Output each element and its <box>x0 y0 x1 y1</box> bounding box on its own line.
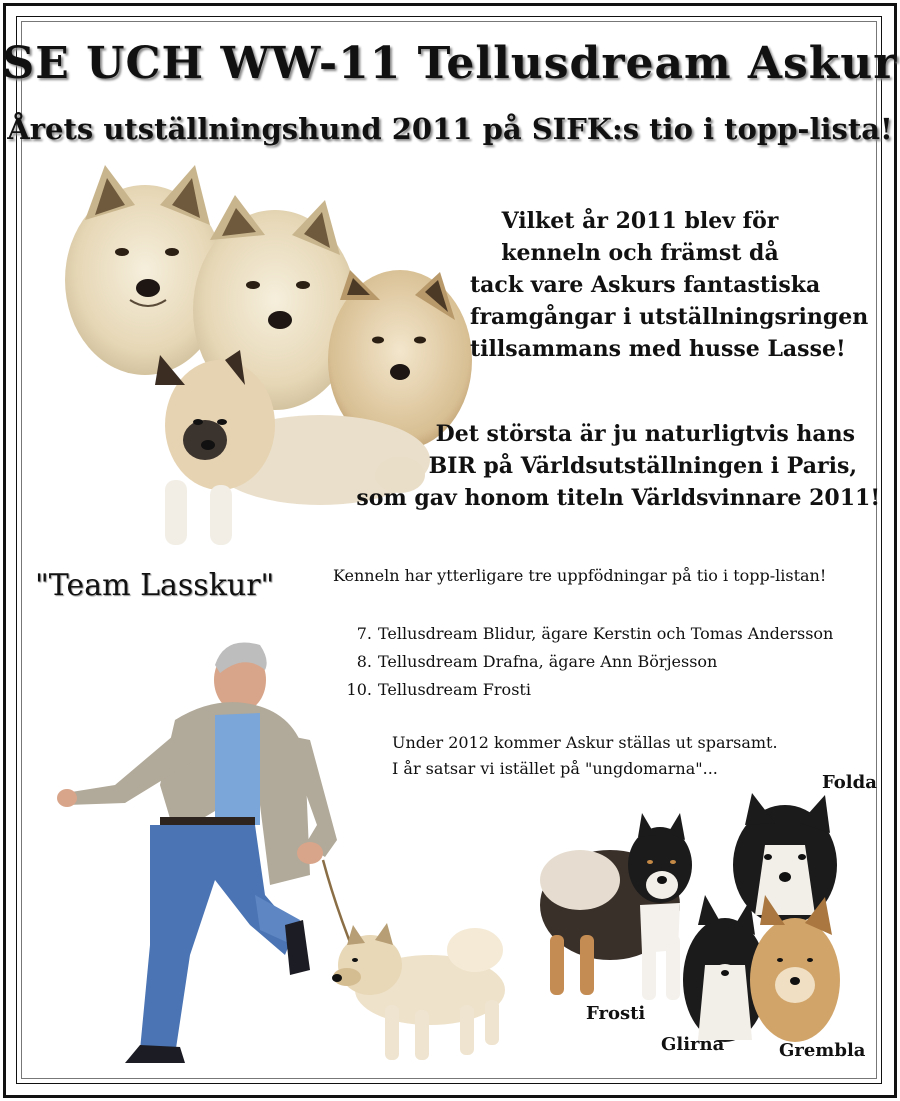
rank: 10. <box>346 680 372 699</box>
handler-figure <box>57 643 337 1064</box>
highlight-line: BIR på Världsutställningen i Paris, <box>428 453 857 479</box>
intro-line: framgångar i utställningsringen <box>470 304 869 330</box>
breeding-text: Tellusdream Frosti <box>378 680 531 699</box>
breeding-text: Tellusdream Blidur, ägare Kerstin och Tomas Andersson <box>378 624 834 643</box>
highlight-line: som gav honom titeln Världsvinnare 2011! <box>356 485 880 511</box>
handler-with-dog <box>55 635 515 1075</box>
trotting-dog-askur <box>332 923 505 1060</box>
note-line: Under 2012 kommer Askur ställas ut sparsamt. <box>392 733 778 752</box>
more-breedings-text: Kenneln har ytterligare tre uppfödningar på tio i topp-listan! <box>333 566 827 585</box>
breeding-text: Tellusdream Drafna, ägare Ann Börjesson <box>378 652 718 671</box>
young-dogs-collage <box>530 785 850 1050</box>
intro-line: tack vare Askurs fantastiska <box>470 272 821 298</box>
dog-name-grembla: Grembla <box>779 1040 866 1061</box>
note-line: I år satsar vi istället på "ungdomarna"... <box>392 759 718 778</box>
intro-line: tillsammans med husse Lasse! <box>470 336 846 362</box>
intro-line: Vilket år 2011 blev för <box>501 208 779 234</box>
rank: 8. <box>356 652 372 671</box>
rank: 7. <box>356 624 372 643</box>
page-title: SE UCH WW-11 Tellusdream Askur <box>2 38 898 89</box>
page-subtitle: Årets utställningshund 2011 på SIFK:s tio i topp-lista! <box>7 112 893 146</box>
dog-name-frosti: Frosti <box>586 1003 646 1024</box>
highlight-paragraph <box>340 418 880 514</box>
team-lasskur-label: "Team Lasskur" <box>35 568 275 603</box>
dog-name-glirna: Glirna <box>661 1034 725 1055</box>
dog-frosti <box>540 813 692 1000</box>
intro-paragraph <box>470 205 869 365</box>
dog-name-folda: Folda <box>822 772 877 793</box>
intro-line: kenneln och främst då <box>501 240 779 266</box>
highlight-line: Det största är ju naturligtvis hans <box>435 421 855 447</box>
